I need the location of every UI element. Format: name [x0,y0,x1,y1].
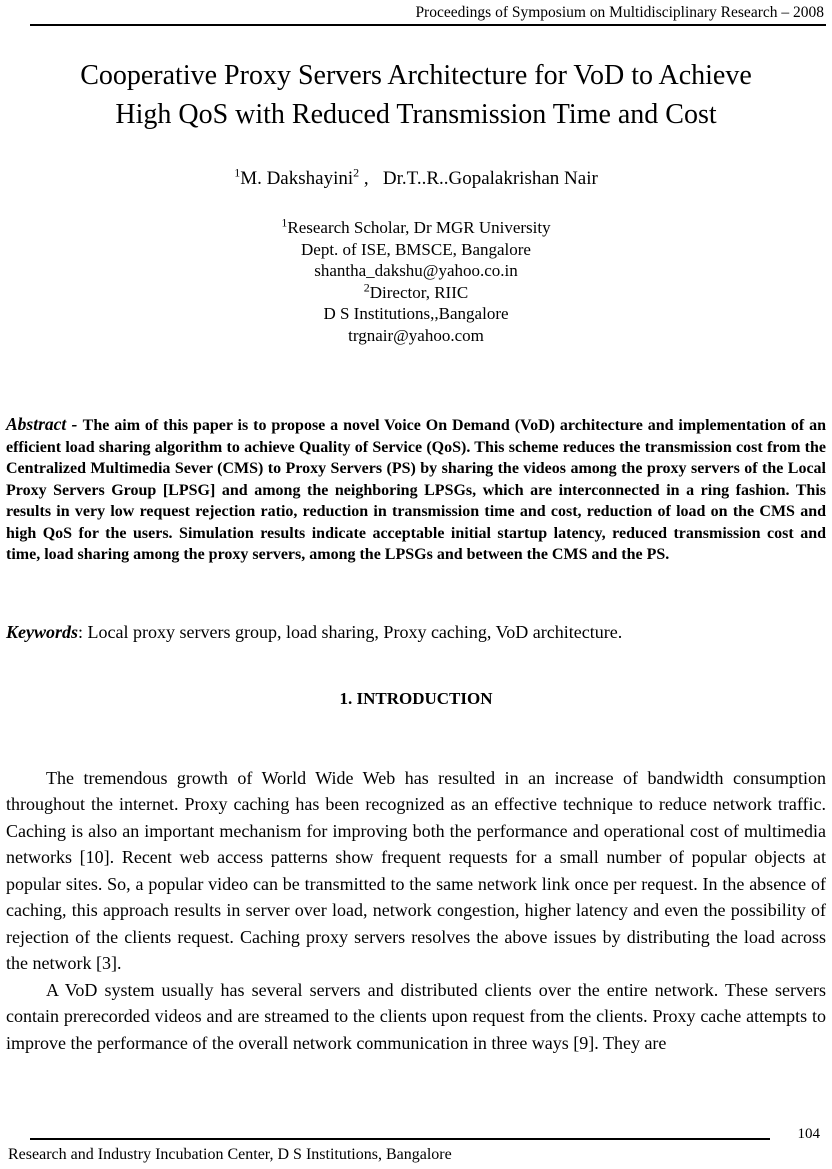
abstract-body: The aim of this paper is to propose a novel Voice On Demand (VoD) architecture and implementation of an efficient load sharing algorithm to achieve Quality of Service (QoS). This scheme reduces the transmission cost from the Centralized Multimedia Sever (CMS) to Proxy Servers (PS) by sharing the videos among the proxy servers of the Local Proxy Servers Group [LPSG] and among the neighboring LPSGs, which are interconnected in a ring fashion. This results in very low request rejection ratio, reduction in transmission time and cost, reduction of load on the CMS and high QoS for the users. Simulation results indicate acceptable initial startup latency, reduced transmission cost and time, load sharing among the proxy servers, among the LPSGs and between the CMS and the PS. [6,417,826,563]
page-number: 104 [797,1126,820,1142]
affiliation-superscript: 2 [363,279,370,294]
author-name-1: M. Dakshayini [240,168,354,189]
abstract [6,414,826,566]
affiliation-superscript: 1 [281,215,288,230]
author-superscript-2: 2 [353,165,360,180]
paper-title-line2: High QoS with Reduced Transmission Time and Cost [115,99,717,130]
author-separator: , [359,168,383,189]
author-email: trgnair@yahoo.com [348,325,484,345]
paper-title-line1: Cooperative Proxy Servers Architecture for VoD to Achieve [80,60,752,91]
affiliation-line [6,217,826,239]
intro-paragraph-1: The tremendous growth of World Wide Web has resulted in an increase of bandwidth consumption throughout the internet. Proxy caching has been recognized as an effective technique to reduce network traffic. Caching is also an important mechanism for improving both the performance and operational cost of multimedia networks [10]. Recent web access patterns show frequent requests for a small number of popular objects at popular sites. So, a popular video can be transmitted to the same network link once per request. In the absence of caching, this approach results in server over load, network congestion, higher latency and even the possibility of rejection of the clients request. Caching proxy servers resolves the above issues by distributing the load across the network [3]. [6,767,826,973]
footer-text: Research and Industry Incubation Center, D S Institutions, Bangalore [8,1146,452,1163]
keywords-line [6,622,826,643]
keywords-separator: : [78,621,88,642]
affiliation-line [6,325,826,347]
abstract-label: Abstract - [6,414,83,434]
footer-rule [30,1138,770,1140]
affiliation-line [6,303,826,325]
affiliation-text: Research Scholar, Dr MGR University [287,218,551,237]
footer-top [6,1126,826,1143]
intro-paragraph-2: A VoD system usually has several servers and distributed clients over the entire network. These servers contain prerecorded videos and are streamed to the clients upon request from the clients. Proxy cache attempts to improve the performance of the overall network communication in three ways [9]. They are [6,979,826,1053]
affiliation-line [6,239,826,261]
authors-line [6,165,826,190]
affiliation-block [6,217,826,346]
affiliation-text: Dept. of ISE, BMSCE, Bangalore [301,239,531,259]
keywords-label: Keywords [6,621,78,642]
author-name-2: Dr.T..R..Gopalakrishan Nair [382,168,598,189]
affiliation-line [6,279,826,304]
paper-title [6,56,826,134]
affiliation-line [6,260,826,282]
page-footer [6,1126,826,1165]
section-heading-introduction: 1. INTRODUCTION [339,688,493,708]
affiliation-text: Director, RIIC [369,282,469,302]
header-rule [30,24,826,26]
author-email: shantha_dakshu@yahoo.co.in [314,261,518,280]
affiliation-text: D S Institutions,,Bangalore [323,304,509,323]
author-superscript-1: 1 [234,165,241,180]
keywords-body: Local proxy servers group, load sharing, Proxy caching, VoD architecture. [87,621,623,642]
running-head: Proceedings of Symposium on Multidisciplinary Research – 2008 [415,4,824,21]
